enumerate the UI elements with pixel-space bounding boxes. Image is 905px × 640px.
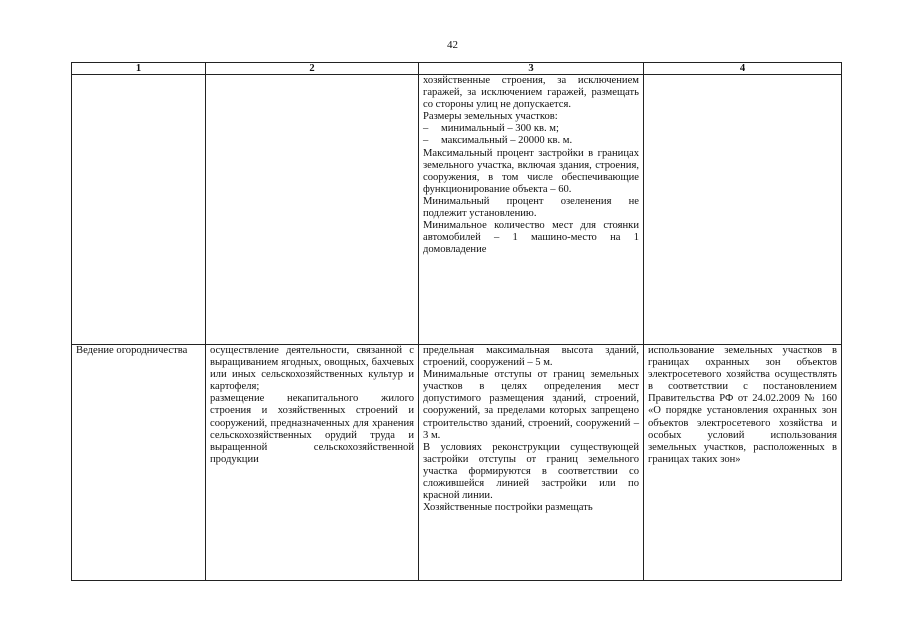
row2-param-text-4: Хозяйственные постройки размещать	[423, 502, 593, 514]
list-item	[423, 123, 639, 135]
dash-marker: –	[423, 123, 429, 135]
row2-restrictions-cell: использование земельных участков в границах охранных зон объектов электросетевого хозяйства осуществлять в соответствии с постановлением Правительства РФ от 24.02.2009 № 160 «О порядке установления охранных зон объектов электросетевого хозяйства и особых условий использования земельных участков, расположенных в границах таких зон»	[644, 345, 842, 581]
row1-description-cell	[206, 75, 419, 345]
table-header-row	[72, 63, 842, 75]
row2-description-cell	[206, 345, 419, 581]
page-number: 42	[447, 39, 458, 51]
list-item-text: максимальный – 20000 кв. м.	[441, 135, 573, 147]
row1-param-text-4: Минимальный процент озеленения не подлежит установлению.	[423, 195, 639, 220]
row2-description-text-2: размещение некапитального жилого строения и хозяйственных строений и сооружений, предназначенных для хранения сельскохозяйственных орудий труда и выращенной сельскохозяйственной продукции	[210, 393, 414, 465]
row2-param-text-2: Минимальные отступы от границ земельных участков в целях определения мест допустимого размещения зданий, строений, сооружений, за пределами которых запрещено строительство зданий, строений, сооружений – 3 м.	[423, 369, 639, 441]
table-row	[72, 345, 842, 581]
row1-parameters-cell	[419, 75, 644, 345]
column-header-3: 3	[419, 63, 644, 75]
list-item	[423, 135, 639, 147]
row2-param-text-3: В условиях реконструкции существующей застройки отступы от границ земельного участка формируются в соответствии со сложившейся линией застройки или по красной линии.	[423, 441, 639, 502]
row2-parameters-cell	[419, 345, 644, 581]
column-header-1: 1	[72, 63, 206, 75]
row1-param-text-1: хозяйственные строения, за исключением гаражей, за исключением гаражей, размещать со стороны улиц не допускается.	[423, 75, 639, 111]
dash-marker: –	[423, 135, 429, 147]
row1-param-text-5: Минимальное количество мест для стоянки автомобилей – 1 машино-место на 1 домовладение	[423, 220, 639, 256]
column-header-2: 2	[206, 63, 419, 75]
table-row	[72, 75, 842, 345]
row2-use-type-cell: Ведение огородничества	[72, 345, 206, 581]
row1-use-type-cell	[72, 75, 206, 345]
row1-restrictions-cell	[644, 75, 842, 345]
column-header-4: 4	[644, 63, 842, 75]
row1-param-text-3: Максимальный процент застройки в границах земельного участка, включая здания, строения, сооружения, в том числе обеспечивающие функционирование объекта – 60.	[423, 147, 639, 195]
row2-param-text-1: предельная максимальная высота зданий, строений, сооружений – 5 м.	[423, 345, 639, 369]
list-item-text: минимальный – 300 кв. м;	[441, 123, 559, 135]
row1-param-text-2: Размеры земельных участков:	[423, 111, 558, 123]
row2-description-text-1: осуществление деятельности, связанной с выращиванием ягодных, овощных, бахчевых или иных сельскохозяйственных культур и картофеля;	[210, 345, 414, 393]
regulations-table	[71, 62, 842, 581]
